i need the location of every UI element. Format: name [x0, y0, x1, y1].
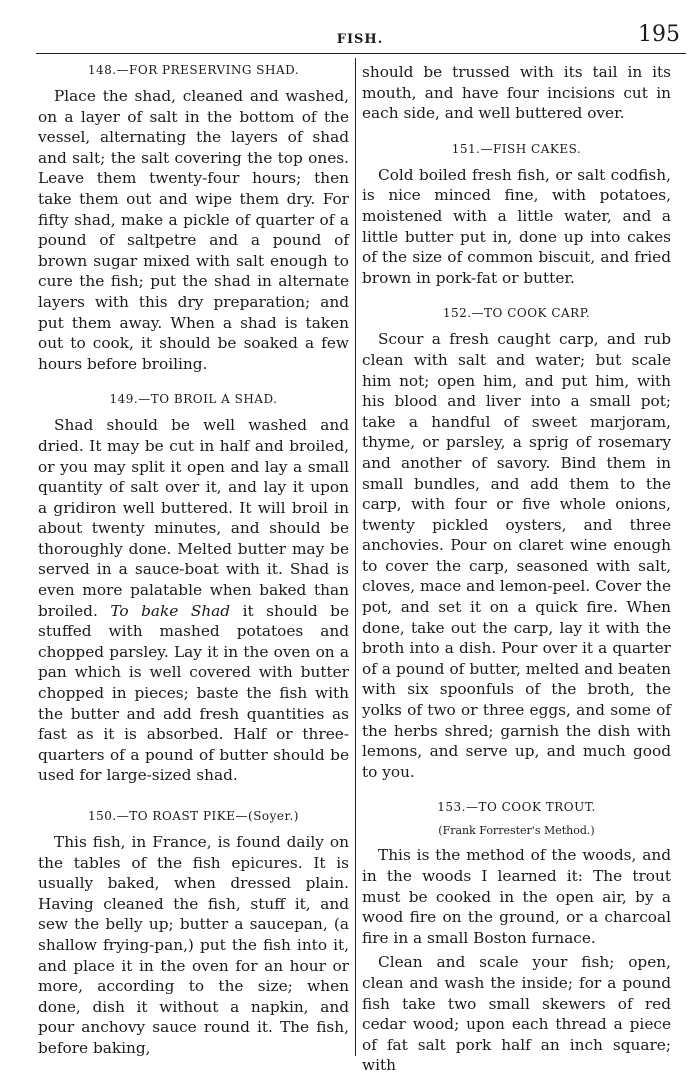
recipe-152-heading: 152.—TO COOK CARP. [442, 306, 591, 321]
recipe-150-heading: 150.—TO ROAST PIKE—(Soyer.) [88, 809, 299, 823]
recipe-153-text-1: This is the method of the woods, and in the woods I learned it: The trout must be cooked in the open air, by a wood fire on the ground, or a charcoal fire in a small Boston furnace. [362, 846, 671, 947]
recipe-148-heading: 148.—FOR PRESERVING SHAD. [87, 63, 300, 77]
column-divider [355, 58, 356, 1056]
recipe-153-heading: 153.—TO COOK TROUT. [437, 800, 596, 815]
left-column [38, 62, 349, 1059]
recipe-149-italic: To bake Shad [110, 601, 231, 620]
recipe-150-continued: should be trussed with its tail in its mouth, and have four incisions cut in each side, and well buttered over. [362, 63, 671, 123]
running-head [36, 20, 684, 50]
recipe-152-text: Scour a fresh caught carp, and rub clean with salt and water; but scale him not; open him, and put him, with his blood and liver into a small pot; take a handful of sweet marjoram, thyme, or parsley, a sprig of rosemary and another of savory. Bind them in small bundles, and add them to the carp, with four or five whole onions, twenty pickled oysters, and three anchovies. Pour on claret wine enough to cover the carp, seasoned with salt, cloves, mace and lemon-peel. Cover the pot, and set it on a quick fire. When done, take out the carp, lay it with the broth into a dish. Pour over it a quarter of a pound of butter, melted and beaten with six spoonfuls of the broth, the yolks of two or three eggs, and some of the herbs shred; garnish the dish with lemons, and serve up, and much good to you. [362, 330, 671, 781]
right-column [362, 62, 671, 1076]
header-rule [36, 53, 686, 54]
page-number: 195 [638, 22, 680, 47]
recipe-150-text: This fish, in France, is found daily on the tables of the fish epicures. It is usually baked, when dressed plain. Having cleaned the fish, stuff it, and sew the belly up; butter a saucepan, (a shallow frying-pan,) put the fish into it, and place it in the oven for an hour or more, according to the size; when done, dish it without a napkin, and pour anchovy sauce round it. The fish, before baking, [38, 833, 349, 1057]
chapter-title: FISH. [336, 32, 384, 47]
recipe-151-text: Cold boiled fresh fish, or salt codfish, is nice minced fine, with potatoes, moistened with a little water, and a little butter put in, done up into cakes of the size of common biscuit, and fried brown in pork-fat or butter. [362, 165, 671, 287]
recipe-151-heading: 151.—FISH CAKES. [451, 141, 582, 156]
recipe-149-text-b: it should be stuffed with mashed potatoes and chopped parsley. Lay it in the oven on a pan which is well covered with butter chopped in pieces; baste the fish with the butter and add fresh quantities as fast as it is absorbed. Half or three-quarters of a pound of butter should be used for large-sized shad. [38, 601, 349, 785]
recipe-149-text [38, 415, 349, 786]
recipe-149-heading: 149.—TO BROIL A SHAD. [109, 392, 278, 407]
recipe-148-text: Place the shad, cleaned and washed, on a layer of salt in the bottom of the vessel, alternating the layers of shad and salt; the salt covering the top ones. Leave them twenty-four hours; then take them out and wipe them dry. For fifty shad, make a pickle of quarter of a pound of saltpetre and a pound of brown sugar mixed with salt enough to cure the fish; put the shad in alternate layers with this dry preparation; and put them away. When a shad is taken out to cook, it should be soaked a few hours before broiling. [38, 87, 349, 373]
recipe-153-subheading: (Frank Forrester's Method.) [438, 824, 595, 838]
recipe-153-text-2: Clean and scale your fish; open, clean and wash the inside; for a pound fish take two small skewers of red cedar wood; upon each thread a piece of fat salt pork half an inch square; with [362, 953, 671, 1075]
recipe-149-text-a: Shad should be well washed and dried. It may be cut in half and broiled, or you may split it open and lay a small quantity of salt over it, and lay it upon a gridiron well buttered. It will broil in about twenty minutes, and should be thoroughly done. Melted butter may be served in a sauce-boat with it. Shad is even more palatable when baked than broiled. [38, 416, 349, 620]
